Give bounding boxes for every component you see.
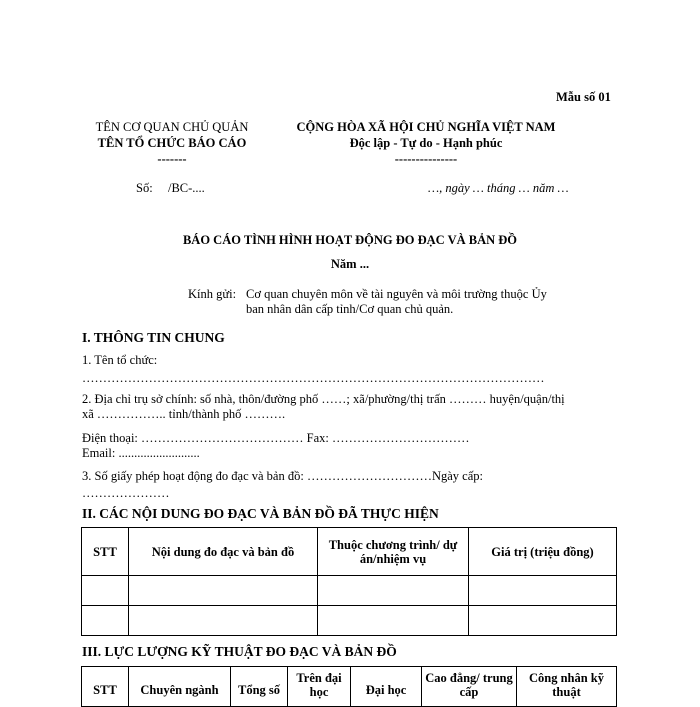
license-line-1: 3. Số giấy phép hoạt động đo đạc và bản đồ: …………………………Ngày cấp: xyxy=(82,469,483,483)
table-header-row xyxy=(82,528,617,576)
table-cell xyxy=(318,606,469,636)
report-title: BÁO CÁO TÌNH HÌNH HOẠT ĐỘNG ĐO ĐẠC VÀ BẢN ĐỒ xyxy=(182,233,518,247)
table-cell xyxy=(129,576,318,606)
right-header-divider: --------------- xyxy=(394,152,458,166)
table-cell xyxy=(82,606,129,636)
date-line: …, ngày … tháng … năm … xyxy=(428,181,569,195)
column-header-value: Giá trị (triệu đồng) xyxy=(469,528,617,576)
column-header-content: Nội dung đo đạc và bản đồ xyxy=(129,528,318,576)
technical-staff-table xyxy=(81,666,617,707)
column-header-stt: STT xyxy=(82,528,129,576)
column-header-program: Thuộc chương trình/ dự án/nhiệm vụ xyxy=(318,528,469,576)
recipient-line-2: ban nhân dân cấp tỉnh/Cơ quan chủ quản. xyxy=(246,302,454,316)
column-header-university: Đại học xyxy=(351,667,422,707)
table-cell xyxy=(82,576,129,606)
table-row xyxy=(82,606,617,636)
column-header-stt: STT xyxy=(82,667,129,707)
national-title: CỘNG HÒA XÃ HỘI CHỦ NGHĨA VIỆT NAM xyxy=(296,120,556,134)
reporting-org-name: TÊN TỔ CHỨC BÁO CÁO xyxy=(97,136,247,150)
document-number-label: Số: xyxy=(136,181,153,195)
address-line-2: xã …………….. tỉnh/thành phố ………. xyxy=(82,407,286,421)
recipient-line-1: Cơ quan chuyên môn về tài nguyên và môi trường thuộc Ủy xyxy=(246,287,547,301)
form-number: Mẫu số 01 xyxy=(556,90,611,104)
column-header-college: Cao đẳng/ trung cấp xyxy=(422,667,517,707)
national-motto: Độc lập - Tự do - Hạnh phúc xyxy=(349,136,503,150)
column-header-postgraduate: Trên đại học xyxy=(288,667,351,707)
section-1-heading: I. THÔNG TIN CHUNG xyxy=(82,330,225,345)
column-header-total: Tổng số xyxy=(231,667,288,707)
column-header-technical-worker: Công nhân kỹ thuật xyxy=(517,667,617,707)
table-cell xyxy=(469,606,617,636)
document-number-value: /BC-.... xyxy=(168,181,205,195)
section-3-heading: III. LỰC LƯỢNG KỸ THUẬT ĐO ĐẠC VÀ BẢN ĐỒ xyxy=(82,644,397,659)
table-cell xyxy=(469,576,617,606)
license-line-2: ………………… xyxy=(82,486,170,500)
parent-agency-name: TÊN CƠ QUAN CHỦ QUẢN xyxy=(95,120,249,134)
address-line-1: 2. Địa chỉ trụ sở chính: số nhà, thôn/đường phố ……; xã/phường/thị trấn ……… huyện/quận/thị xyxy=(82,392,565,406)
table-cell xyxy=(318,576,469,606)
survey-content-table xyxy=(81,527,617,636)
report-year: Năm ... xyxy=(330,257,370,271)
section-2-heading: II. CÁC NỘI DUNG ĐO ĐẠC VÀ BẢN ĐỒ ĐÃ THỰC HIỆN xyxy=(82,506,439,521)
table-row xyxy=(82,576,617,606)
recipient-label: Kính gửi: xyxy=(188,287,237,301)
email-line: Email: .......................... xyxy=(82,446,200,460)
org-name-dots: ………………………………………………………………………………………………… xyxy=(82,371,545,385)
table-header-row xyxy=(82,667,617,707)
org-name-label: 1. Tên tổ chức: xyxy=(82,353,158,367)
table-cell xyxy=(129,606,318,636)
left-header-divider: ------- xyxy=(157,152,187,166)
column-header-specialty: Chuyên ngành xyxy=(129,667,231,707)
phone-fax-line: Điện thoại: ………………………………… Fax: …………………………… xyxy=(82,431,470,445)
